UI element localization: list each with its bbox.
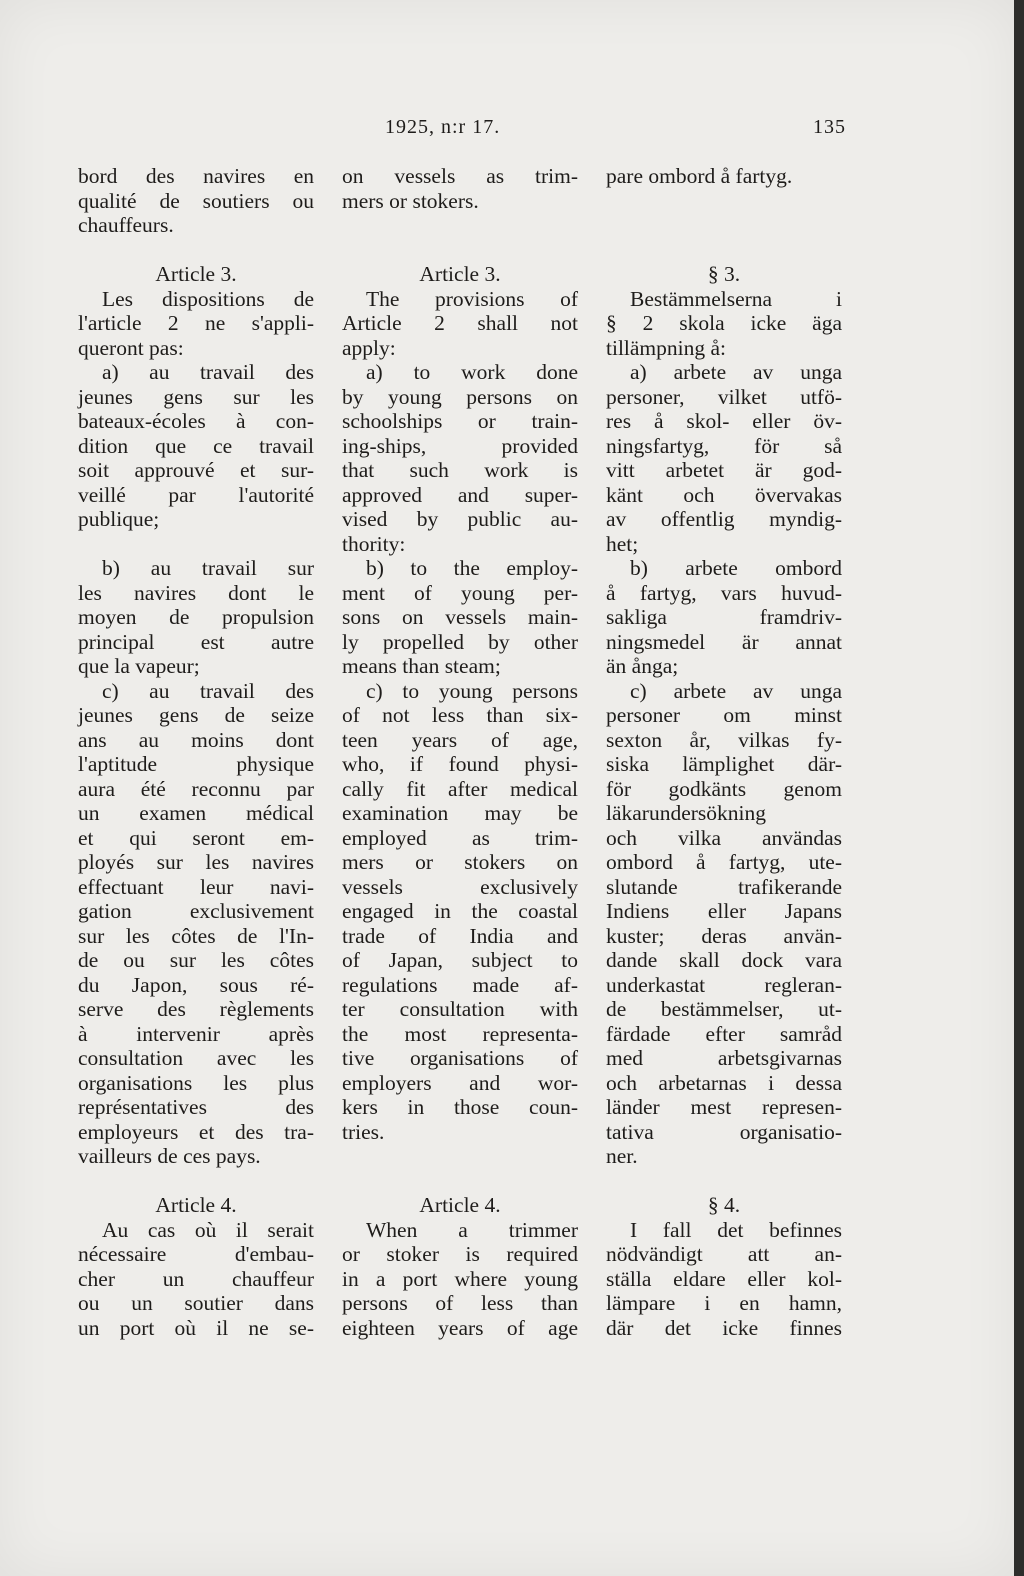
text-line: of Japan, subject to: [342, 948, 578, 972]
text-line: principal est autre: [78, 629, 314, 654]
text-line: Article 2 shall not: [342, 311, 578, 335]
text-line: § 3.: [707, 262, 741, 286]
text-line: personer om minst: [606, 703, 842, 727]
text-line: [342, 1144, 578, 1169]
text-line: personer, vilket utfö-: [606, 384, 842, 409]
text-line: et qui seront em-: [78, 825, 314, 850]
text-line: means than steam;: [342, 654, 501, 678]
text-line: cher un chauffeur: [78, 1266, 314, 1291]
text-line: nödvändigt att an-: [606, 1242, 842, 1266]
text-line: å fartyg, vars huvud-: [606, 580, 842, 605]
text-line: engaged in the coastal: [342, 899, 578, 923]
text-line: du Japon, sous ré-: [78, 972, 314, 997]
text-line: When a trimmer: [366, 1217, 578, 1242]
text-line: publique;: [78, 507, 160, 531]
english-column: [342, 164, 578, 1340]
text-line: tive organisations of: [342, 1046, 578, 1070]
text-line: tries.: [342, 1119, 385, 1144]
text-line: ningsmedel är annat: [606, 629, 842, 654]
text-line: Au cas où il serait: [102, 1217, 314, 1242]
text-line: Article 3.: [419, 262, 501, 286]
text-line: sexton år, vilkas fy-: [606, 727, 842, 752]
text-line: Indiens eller Japans: [606, 899, 842, 923]
text-line: ment of young per-: [342, 580, 578, 605]
text-line: The provisions of: [366, 286, 578, 311]
text-line: lämpare i en hamn,: [606, 1291, 842, 1315]
text-line: mers or stokers.: [342, 188, 479, 213]
text-line: sakliga framdriv-: [606, 605, 842, 629]
text-line: res å skol- eller öv-: [606, 409, 842, 433]
text-line: färdade efter samråd: [606, 1021, 842, 1046]
text-line: aura été reconnu par: [78, 776, 314, 801]
text-line: [606, 213, 842, 238]
text-line: c) arbete av unga: [630, 678, 842, 703]
text-line: of not less than six-: [342, 703, 578, 727]
text-line: tativa organisatio-: [606, 1119, 842, 1144]
text-line: ou un soutier dans: [78, 1291, 314, 1315]
text-line: mers or stokers on: [342, 850, 578, 874]
text-line: by young persons on: [342, 384, 578, 409]
text-line: vitt arbetet är god-: [606, 458, 842, 482]
text-line: un port où il ne se-: [78, 1315, 314, 1340]
text-line: examination may be: [342, 801, 578, 825]
text-line: thority:: [342, 531, 406, 556]
text-line: l'aptitude physique: [78, 752, 314, 776]
text-line: moyen de propulsion: [78, 605, 314, 629]
text-line: c) au travail des: [102, 678, 314, 703]
text-line: que la vapeur;: [78, 654, 200, 678]
text-line: à intervenir après: [78, 1021, 314, 1046]
text-line: Article 4.: [155, 1193, 237, 1217]
text-line: [606, 189, 842, 214]
text-line: teen years of age,: [342, 727, 578, 752]
text-line: a) to work done: [366, 360, 578, 384]
text-line: c) to young persons: [366, 678, 578, 703]
text-line: the most representa-: [342, 1021, 578, 1046]
text-line: länder mest represen-: [606, 1095, 842, 1119]
text-line: § 4.: [707, 1193, 741, 1217]
text-line: ly propelled by other: [342, 629, 578, 654]
text-line: apply:: [342, 335, 396, 360]
text-line: who, if found physi-: [342, 752, 578, 776]
text-line: Article 4.: [419, 1193, 501, 1217]
text-line: a) au travail des: [102, 360, 314, 384]
text-line: än ånga;: [606, 654, 679, 678]
text-line: vised by public au-: [342, 507, 578, 531]
text-line: för godkänts genom: [606, 776, 842, 801]
text-line: persons of less than: [342, 1291, 578, 1315]
text-line: ing-ships, provided: [342, 433, 578, 458]
text-line: kuster; deras använ-: [606, 923, 842, 948]
text-line: de bestämmelser, ut-: [606, 997, 842, 1021]
text-line: effectuant leur navi-: [78, 874, 314, 899]
text-line: ställa eldare eller kol-: [606, 1266, 842, 1291]
text-line: veillé par l'autorité: [78, 482, 314, 507]
text-line: av offentlig myndig-: [606, 507, 842, 531]
text-line: soit approuvé et sur-: [78, 458, 314, 482]
text-line: [606, 238, 842, 263]
page-number: 135: [813, 116, 846, 138]
text-line: eighteen years of age: [342, 1315, 578, 1340]
text-line: représentatives des: [78, 1095, 314, 1119]
text-line: bateaux-écoles à con-: [78, 409, 314, 433]
text-line: Article 3.: [155, 262, 237, 286]
text-line: där det icke finnes: [606, 1315, 842, 1340]
text-line: [78, 532, 314, 557]
text-line: queront pas:: [78, 335, 184, 360]
text-line: läkarundersökning: [606, 801, 767, 825]
text-line: Bestämmelserna i: [630, 286, 842, 311]
text-line: employeurs et des tra-: [78, 1119, 314, 1144]
text-line: gation exclusivement: [78, 899, 314, 923]
text-line: § 2 skola icke äga: [606, 311, 842, 335]
text-line: [78, 238, 314, 263]
text-line: chauffeurs.: [78, 213, 174, 237]
text-line: ans au moins dont: [78, 727, 314, 752]
text-line: b) arbete ombord: [630, 556, 842, 580]
text-line: med arbetsgivarnas: [606, 1046, 842, 1070]
text-line: employers and wor-: [342, 1070, 578, 1095]
text-line: dition que ce travail: [78, 433, 314, 458]
text-line: schoolships or train-: [342, 409, 578, 433]
text-line: in a port where young: [342, 1266, 578, 1291]
text-line: ter consultation with: [342, 997, 578, 1021]
text-line: l'article 2 ne s'appli-: [78, 311, 314, 335]
text-line: ningsfartyg, för så: [606, 433, 842, 458]
text-line: underkastat regleran-: [606, 972, 842, 997]
text-line: kers in those coun-: [342, 1095, 578, 1119]
text-line: [342, 238, 578, 263]
text-line: vailleurs de ces pays.: [78, 1144, 261, 1168]
text-line: dande skall dock vara: [606, 948, 842, 972]
text-line: sur les côtes de l'In-: [78, 923, 314, 948]
swedish-column: [606, 164, 842, 1340]
text-line: on vessels as trim-: [342, 164, 578, 188]
text-line: jeunes gens sur les: [78, 384, 314, 409]
text-line: slutande trafikerande: [606, 874, 842, 899]
text-line: de ou sur les côtes: [78, 948, 314, 972]
text-line: ployés sur les navires: [78, 850, 314, 874]
text-line: qualité de soutiers ou: [78, 188, 314, 213]
french-column: [78, 164, 314, 1340]
text-line: [78, 1169, 314, 1194]
text-line: approved and super-: [342, 482, 578, 507]
text-line: les navires dont le: [78, 580, 314, 605]
text-line: un examen médical: [78, 801, 314, 825]
text-line: [342, 1169, 578, 1194]
text-line: b) to the employ-: [366, 556, 578, 580]
text-line: cally fit after medical: [342, 776, 578, 801]
text-line: I fall det befinnes: [630, 1217, 842, 1242]
running-header: 1925, n:r 17.: [385, 116, 501, 138]
text-line: or stoker is required: [342, 1242, 578, 1266]
text-line: nécessaire d'embau-: [78, 1242, 314, 1266]
text-line: organisations les plus: [78, 1070, 314, 1095]
text-line: [606, 1169, 842, 1194]
text-line: b) au travail sur: [102, 556, 314, 580]
text-line: bord des navires en: [78, 164, 314, 188]
text-line: tillämpning å:: [606, 335, 727, 360]
text-line: sons on vessels main-: [342, 605, 578, 629]
text-line: consultation avec les: [78, 1046, 314, 1070]
text-line: Les dispositions de: [102, 286, 314, 311]
text-line: och arbetarnas i dessa: [606, 1070, 842, 1095]
text-line: serve des règlements: [78, 997, 314, 1021]
text-line: känt och övervakas: [606, 482, 842, 507]
text-line: siska lämplighet där-: [606, 752, 842, 776]
text-line: ner.: [606, 1144, 638, 1168]
text-line: het;: [606, 531, 639, 556]
text-line: a) arbete av unga: [630, 360, 842, 384]
text-line: that such work is: [342, 458, 578, 482]
text-line: vessels exclusively: [342, 874, 578, 899]
text-line: jeunes gens de seize: [78, 703, 314, 727]
text-line: employed as trim-: [342, 825, 578, 850]
text-line: trade of India and: [342, 923, 578, 948]
text-line: ombord å fartyg, ute-: [606, 850, 842, 874]
text-line: regulations made af-: [342, 972, 578, 997]
text-line: pare ombord å fartyg.: [606, 164, 793, 188]
page-edge: [1014, 0, 1024, 1576]
text-line: och vilka användas: [606, 825, 842, 850]
text-line: [342, 213, 578, 238]
